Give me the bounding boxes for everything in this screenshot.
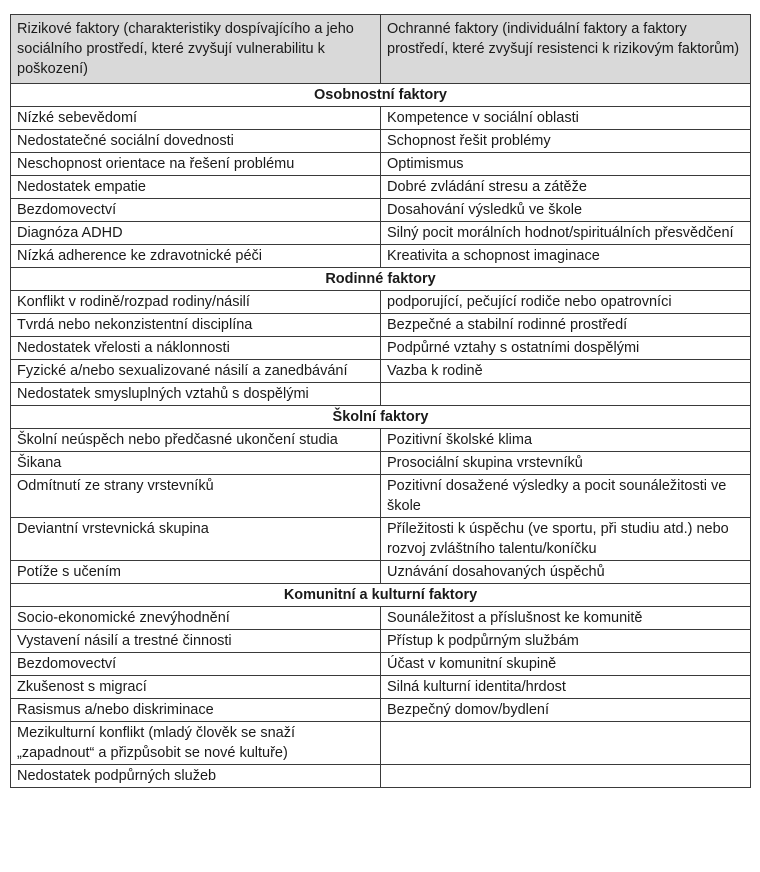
risk-factor-cell: Konflikt v rodině/rozpad rodiny/násilí (11, 291, 381, 314)
risk-factor-cell: Nedostatek podpůrných služeb (11, 765, 381, 788)
protective-factor-cell: Příležitosti k úspěchu (ve sportu, při studiu atd.) nebo rozvoj zvláštního talentu/koníčku (381, 518, 751, 561)
risk-factor-cell: Šikana (11, 452, 381, 475)
risk-factor-cell: Nedostatek empatie (11, 176, 381, 199)
section-title: Školní faktory (11, 406, 751, 429)
table-row (11, 475, 751, 518)
risk-factor-cell: Mezikulturní konflikt (mladý člověk se snaží „zapadnout“ a přizpůsobit se nové kultuře) (11, 722, 381, 765)
protective-factor-cell: Kreativita a schopnost imaginace (381, 245, 751, 268)
table-row (11, 176, 751, 199)
section-header-row (11, 268, 751, 291)
table-row (11, 199, 751, 222)
risk-factor-cell: Zkušenost s migrací (11, 676, 381, 699)
table-body (11, 84, 751, 788)
factors-table (10, 14, 751, 788)
section-title: Rodinné faktory (11, 268, 751, 291)
section-header-row (11, 406, 751, 429)
table-row (11, 676, 751, 699)
table-row (11, 429, 751, 452)
protective-factor-cell: Prosociální skupina vrstevníků (381, 452, 751, 475)
header-risk-factors: Rizikové faktory (charakteristiky dospívajícího a jeho sociálního prostředí, které zvyšují vulnerabilitu k poškození) (11, 15, 381, 84)
risk-factor-cell: Odmítnutí ze strany vrstevníků (11, 475, 381, 518)
table-row (11, 699, 751, 722)
protective-factor-cell: Bezpečný domov/bydlení (381, 699, 751, 722)
section-title: Osobnostní faktory (11, 84, 751, 107)
risk-factor-cell: Nedostatečné sociální dovednosti (11, 130, 381, 153)
protective-factor-cell: Přístup k podpůrným službám (381, 630, 751, 653)
protective-factor-cell: Dosahování výsledků ve škole (381, 199, 751, 222)
risk-factor-cell: Socio-ekonomické znevýhodnění (11, 607, 381, 630)
section-header-row (11, 584, 751, 607)
risk-factor-cell: Deviantní vrstevnická skupina (11, 518, 381, 561)
risk-factor-cell: Nízké sebevědomí (11, 107, 381, 130)
risk-factor-cell: Rasismus a/nebo diskriminace (11, 699, 381, 722)
risk-factor-cell: Diagnóza ADHD (11, 222, 381, 245)
protective-factor-cell: Bezpečné a stabilní rodinné prostředí (381, 314, 751, 337)
risk-factor-cell: Vystavení násilí a trestné činnosti (11, 630, 381, 653)
protective-factor-cell (381, 722, 751, 765)
section-title: Komunitní a kulturní faktory (11, 584, 751, 607)
table-row (11, 722, 751, 765)
protective-factor-cell: Účast v komunitní skupině (381, 653, 751, 676)
section-header-row (11, 84, 751, 107)
protective-factor-cell: Schopnost řešit problémy (381, 130, 751, 153)
protective-factor-cell (381, 765, 751, 788)
risk-factor-cell: Fyzické a/nebo sexualizované násilí a zanedbávání (11, 360, 381, 383)
protective-factor-cell: Vazba k rodině (381, 360, 751, 383)
table-row (11, 653, 751, 676)
protective-factor-cell: Silná kulturní identita/hrdost (381, 676, 751, 699)
table-row (11, 314, 751, 337)
risk-factor-cell: Školní neúspěch nebo předčasné ukončení studia (11, 429, 381, 452)
risk-factor-cell: Neschopnost orientace na řešení problému (11, 153, 381, 176)
header-protective-factors: Ochranné faktory (individuální faktory a faktory prostředí, které zvyšují resistenci k rizikovým faktorům) (381, 15, 751, 84)
table-row (11, 518, 751, 561)
risk-factor-cell: Bezdomovectví (11, 653, 381, 676)
protective-factor-cell: Pozitivní dosažené výsledky a pocit sounáležitosti ve škole (381, 475, 751, 518)
table-row (11, 153, 751, 176)
risk-factor-cell: Bezdomovectví (11, 199, 381, 222)
risk-factor-cell: Nedostatek smysluplných vztahů s dospělými (11, 383, 381, 406)
table-row (11, 452, 751, 475)
table-row (11, 222, 751, 245)
risk-factor-cell: Nízká adherence ke zdravotnické péči (11, 245, 381, 268)
protective-factor-cell: Optimismus (381, 153, 751, 176)
protective-factor-cell: Kompetence v sociální oblasti (381, 107, 751, 130)
risk-factor-cell: Tvrdá nebo nekonzistentní disciplína (11, 314, 381, 337)
risk-factor-cell: Nedostatek vřelosti a náklonnosti (11, 337, 381, 360)
table-row (11, 337, 751, 360)
table-row (11, 561, 751, 584)
table-row (11, 630, 751, 653)
protective-factor-cell: Uznávání dosahovaných úspěchů (381, 561, 751, 584)
table-row (11, 607, 751, 630)
table-row (11, 130, 751, 153)
risk-factor-cell: Potíže s učením (11, 561, 381, 584)
protective-factor-cell: Sounáležitost a příslušnost ke komunitě (381, 607, 751, 630)
protective-factor-cell: Dobré zvládání stresu a zátěže (381, 176, 751, 199)
table-row (11, 245, 751, 268)
header-row (11, 15, 751, 84)
protective-factor-cell: podporující, pečující rodiče nebo opatrovníci (381, 291, 751, 314)
protective-factor-cell (381, 383, 751, 406)
table-row (11, 291, 751, 314)
table-row (11, 107, 751, 130)
protective-factor-cell: Podpůrné vztahy s ostatními dospělými (381, 337, 751, 360)
table-row (11, 360, 751, 383)
protective-factor-cell: Silný pocit morálních hodnot/spirituálních přesvědčení (381, 222, 751, 245)
table-row (11, 765, 751, 788)
table-row (11, 383, 751, 406)
protective-factor-cell: Pozitivní školské klima (381, 429, 751, 452)
